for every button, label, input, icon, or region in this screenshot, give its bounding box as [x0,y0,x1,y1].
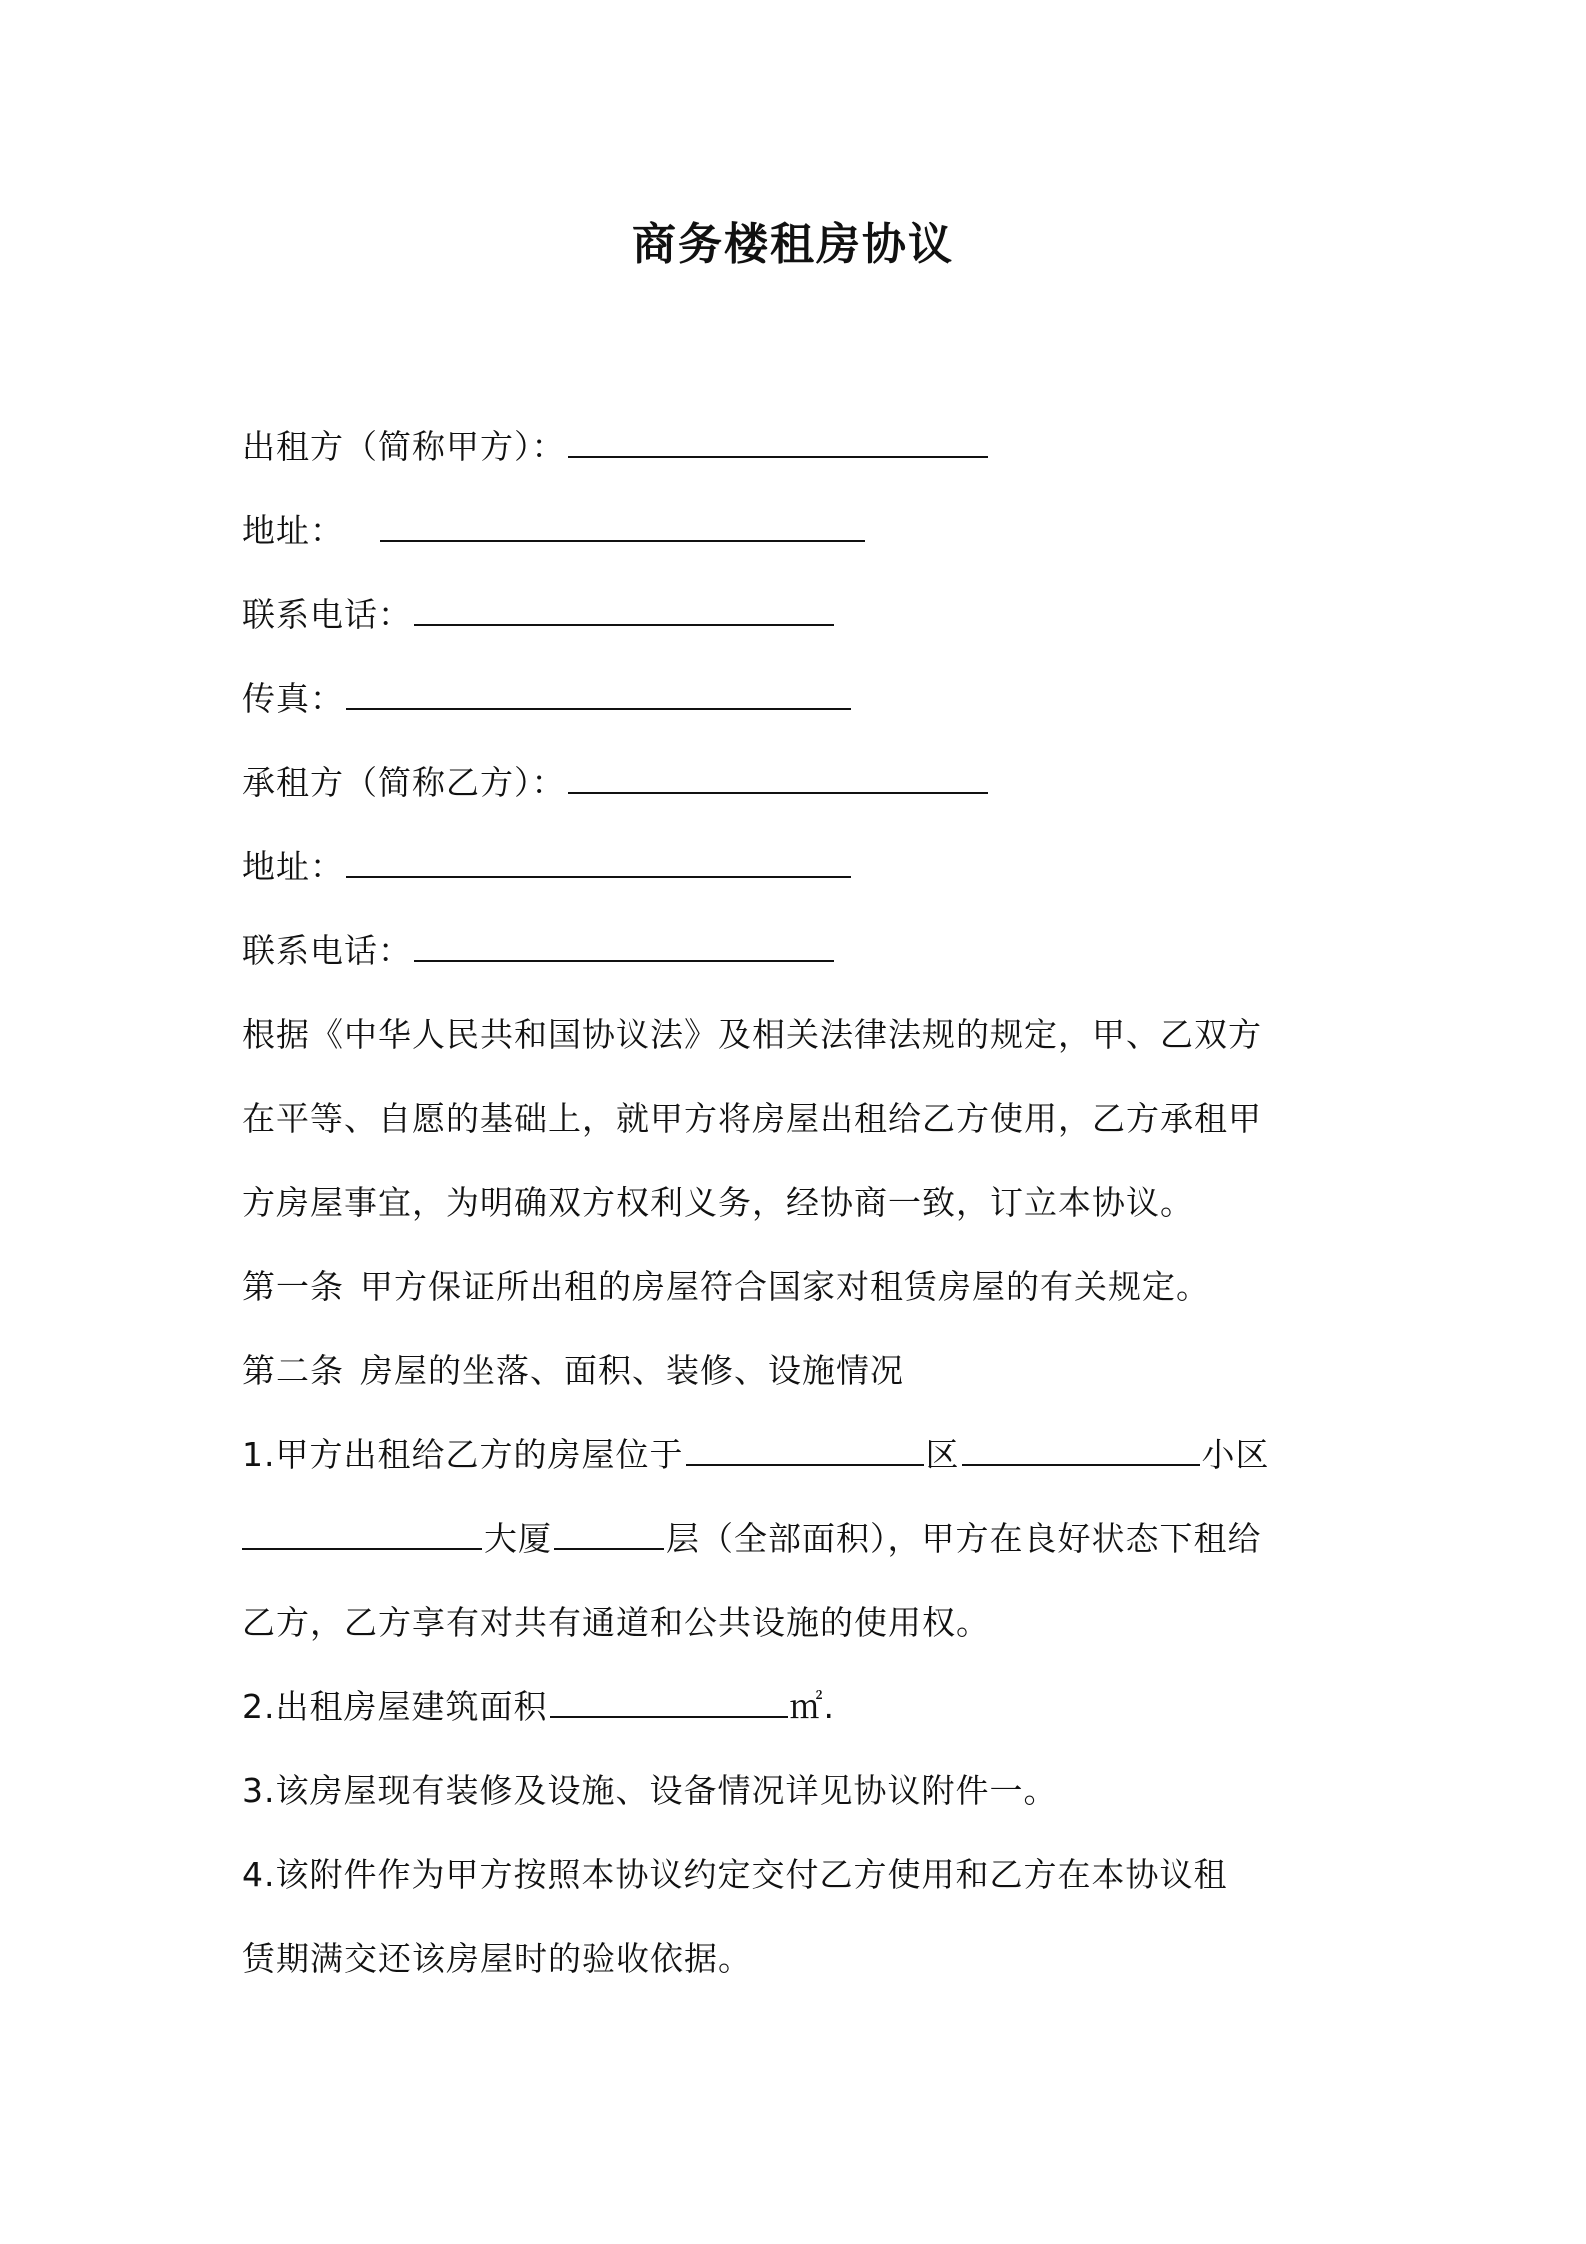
lessee-line [242,741,1362,825]
lessor-fax-blank[interactable] [346,678,851,710]
document-body [242,405,1362,2001]
floor-label: 层（全部面积），甲方在良好状态下租给 [666,1519,1262,1558]
floor-blank[interactable] [554,1518,664,1550]
lessor-address-blank[interactable] [380,510,865,542]
lessor-address-line [242,489,1362,573]
lessee-phone-label: 联系电话： [242,931,412,970]
lessee-address-label: 地址： [242,847,344,886]
community-label: 小区 [1201,1435,1270,1474]
article-1-heading: 第一条 [242,1267,344,1306]
document-title: 商务楼租房协议 [632,219,954,270]
lessee-phone-line [242,909,1362,993]
lessor-address-label: 地址： [242,511,344,550]
building-label: 大厦 [484,1519,552,1558]
item-2-text: 2.出租房屋建筑面积 [242,1687,548,1726]
area-blank[interactable] [550,1686,788,1718]
article-2 [242,1329,1362,1413]
lessee-label: 承租方（简称乙方）： [242,763,566,802]
lessor-line [242,405,1362,489]
lessor-label: 出租方（简称甲方）： [242,427,566,466]
lessor-phone-blank[interactable] [414,594,834,626]
item-4-line-2: 赁期满交还该房屋时的验收依据。 [242,1939,752,1978]
lessee-blank[interactable] [568,762,988,794]
lessee-phone-blank[interactable] [414,930,834,962]
item-1-line-1 [242,1413,1362,1497]
community-blank[interactable] [962,1434,1200,1466]
item-1-line-2 [242,1497,1362,1581]
article-2-text: 房屋的坐落、面积、装修、设施情况 [360,1351,904,1390]
item-4-line-1: 4.该附件作为甲方按照本协议约定交付乙方使用和乙方在本协议租 [242,1855,1228,1894]
lessee-address-blank[interactable] [346,846,851,878]
preamble-line: 方房屋事宜，为明确双方权利义务，经协商一致，订立本协议。 [242,1183,1194,1222]
lessor-phone-label: 联系电话： [242,595,412,634]
district-blank[interactable] [686,1434,924,1466]
item-1-line-3: 乙方，乙方享有对共有通道和公共设施的使用权。 [242,1603,990,1642]
building-blank[interactable] [242,1518,482,1550]
lessor-blank[interactable] [568,426,988,458]
item-1-text: 1.甲方出租给乙方的房屋位于 [242,1435,684,1474]
preamble-line: 在平等、自愿的基础上，就甲方将房屋出租给乙方使用，乙方承租甲 [242,1099,1262,1138]
article-1-text: 甲方保证所出租的房屋符合国家对租赁房屋的有关规定。 [360,1267,1210,1306]
item-2 [242,1665,1362,1749]
district-label: 区 [925,1435,960,1474]
lessee-address-line [242,825,1362,909]
lessor-fax-line [242,657,1362,741]
article-1 [242,1245,1362,1329]
item-3: 3.该房屋现有装修及设施、设备情况详见协议附件一。 [242,1771,1058,1810]
article-2-heading: 第二条 [242,1351,344,1390]
preamble-line: 根据《中华人民共和国协议法》及相关法律法规的规定，甲、乙双方 [242,1015,1262,1054]
area-unit: ㎡. [789,1687,835,1726]
lessor-fax-label: 传真： [242,679,344,718]
lessor-phone-line [242,573,1362,657]
